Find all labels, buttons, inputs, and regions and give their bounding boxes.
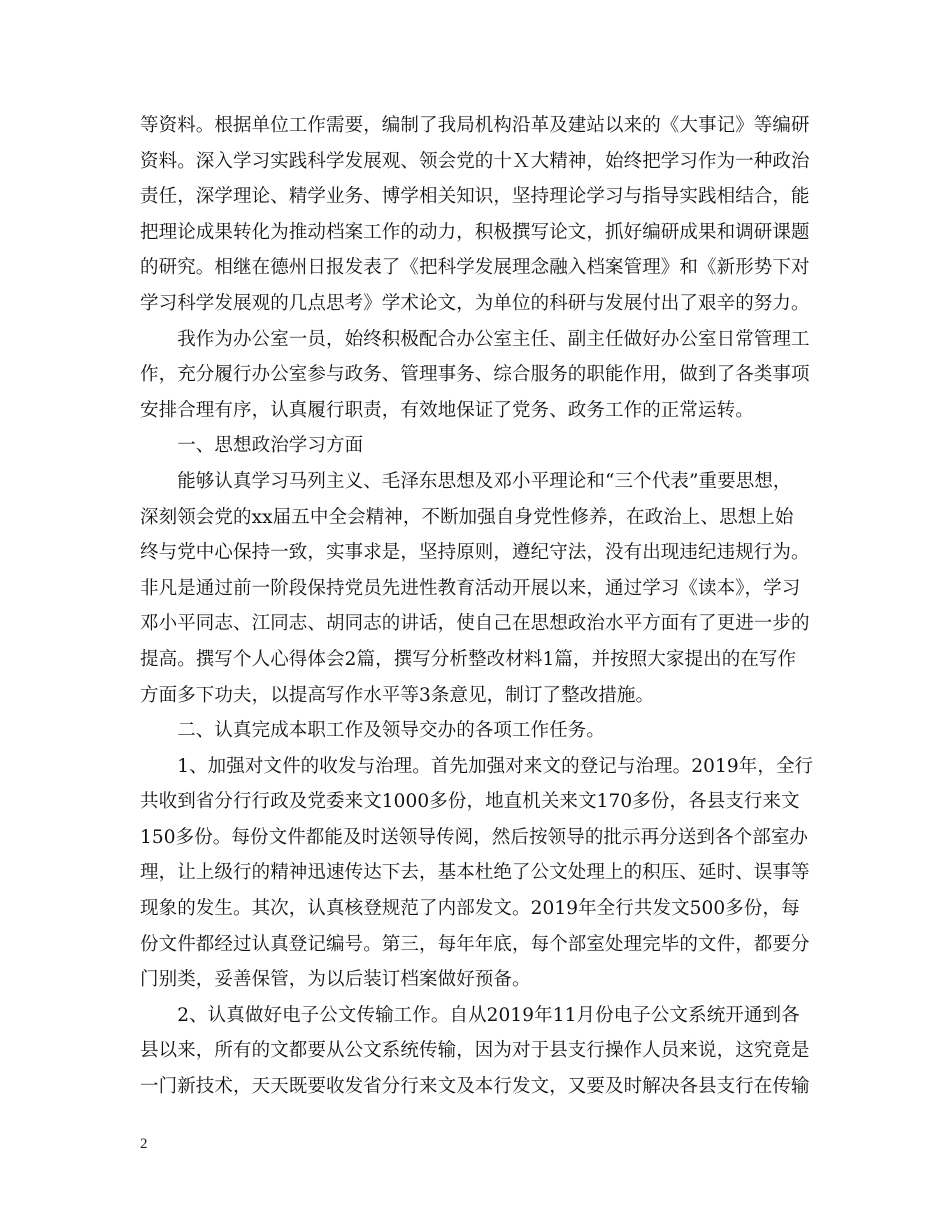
text-line: 安排合理有序，认真履行职责，有效地保证了党务、政务工作的正常运转。 <box>140 399 754 421</box>
text-line: 能够认真学习马列主义、毛泽东思想及邓小平理论和“三个代表”重要思想， <box>140 470 792 492</box>
text-line: 150多份。每份文件都能及时送领导传阅，然后按领导的批示再分送到各个部室办 <box>140 826 809 848</box>
text-line: 我作为办公室一员，始终积极配合办公室主任、副主任做好办公室日常管理工 <box>140 328 810 350</box>
text-line: 现象的发生。其次，认真核登规范了内部发文。2019年全行共发文500多份，每 <box>140 898 800 920</box>
text-line: 把理论成果转化为推动档案工作的动力，积极撰写论文，抓好编研成果和调研课题 <box>140 221 810 243</box>
text-line: 作，充分履行办公室参与政务、管理事务、综合服务的职能作用，做到了各类事项 <box>140 364 810 386</box>
text-line: 二、认真完成本职工作及领导交办的各项工作任务。 <box>140 720 606 742</box>
text-line: 责任，深学理论、精学业务、博学相关知识，坚持理论学习与指导实践相结合，能 <box>140 186 810 208</box>
text-line: 提高。撰写个人心得体会2篇，撰写分析整改材料1篇，并按照大家提出的在写作 <box>140 648 797 670</box>
text-line: 份文件都经过认真登记编号。第三，每年年底，每个部室处理完毕的文件，都要分 <box>140 933 810 955</box>
page-number: 2 <box>140 1136 148 1152</box>
text-line: 方面多下功夫，以提高写作水平等3条意见，制订了整改措施。 <box>140 684 655 706</box>
text-line: 邓小平同志、江同志、胡同志的讲话，使自己在思想政治水平方面有了更进一步的 <box>140 613 810 635</box>
text-line: 门别类，妥善保管，为以后装订档案做好预备。 <box>140 969 531 991</box>
text-line: 学习科学发展观的几点思考》学术论文，为单位的科研与发展付出了艰辛的努力。 <box>140 292 810 314</box>
text-line: 2、认真做好电子公文传输工作。自从2019年11月份电子公文系统开通到各 <box>140 1004 800 1026</box>
text-line: 共收到省分行行政及党委来文1000多份，地直机关来文170多份，各县支行来文 <box>140 791 800 813</box>
text-line: 非凡是通过前一阶段保持党员先进性教育活动开展以来，通过学习《读本》，学习 <box>140 577 801 599</box>
text-line: 一、思想政治学习方面 <box>140 435 364 457</box>
text-line: 的研究。相继在德州日报发表了《把科学发展理念融入档案管理》和《新形势下对 <box>140 257 810 279</box>
body-text <box>140 108 820 1105</box>
text-line: 深刻领会党的xx届五中全会精神，不断加强自身党性修养，在政治上、思想上始 <box>140 506 794 528</box>
text-line: 1、加强对文件的收发与治理。首先加强对来文的登记与治理。2019年，全行 <box>140 755 814 777</box>
text-line: 等资料。根据单位工作需要，编制了我局机构沿革及建站以来的《大事记》等编研 <box>140 115 810 136</box>
text-line: 理，让上级行的精神迅速传达下去，基本杜绝了公文处理上的积压、延时、误事等 <box>140 862 810 884</box>
text-line: 资料。深入学习实践科学发展观、领会党的十Ｘ大精神，始终把学习作为一种政治 <box>140 150 810 172</box>
text-line: 县以来，所有的文都要从公文系统传输，因为对于县支行操作人员来说，这究竟是 <box>140 1040 810 1062</box>
text-line: 终与党中心保持一致，实事求是，坚持原则，遵纪守法，没有出现违纪违规行为。 <box>140 542 810 564</box>
text-line: 一门新技术，天天既要收发省分行来文及本行发文，又要及时解决各县支行在传输 <box>140 1076 810 1098</box>
